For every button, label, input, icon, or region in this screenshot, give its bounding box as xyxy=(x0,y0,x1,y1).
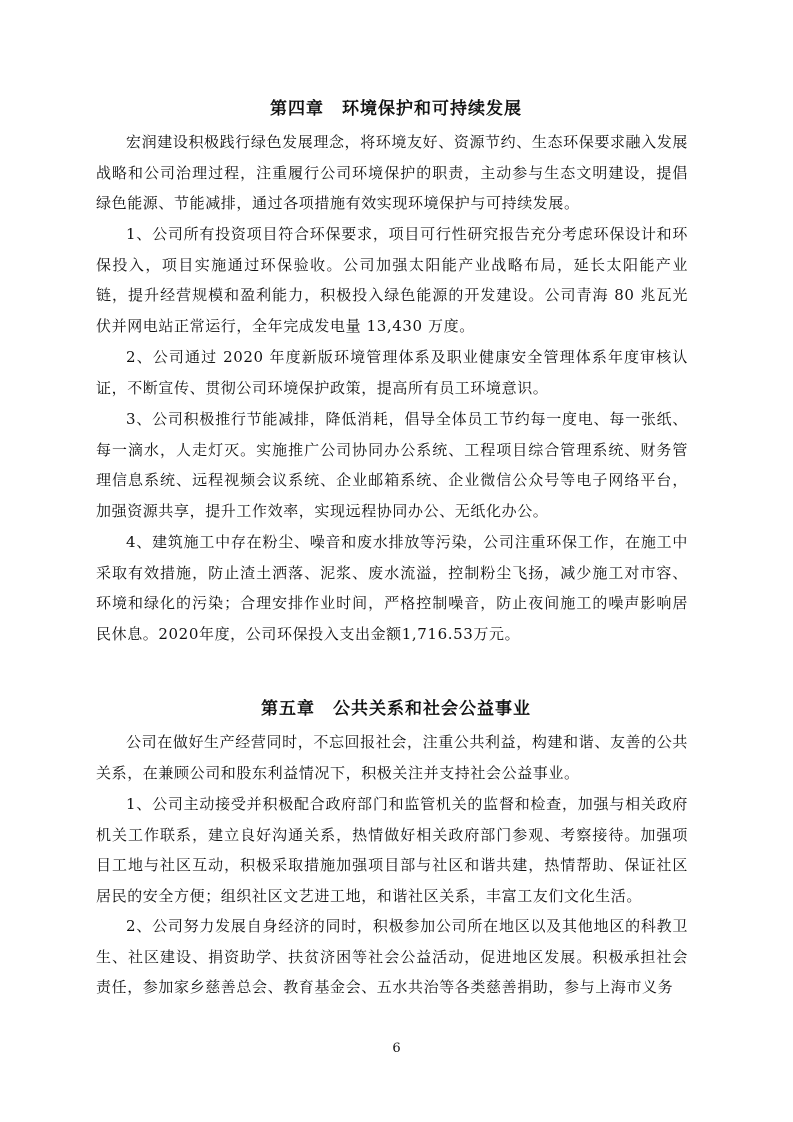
chapter-4-intro-paragraph: 宏润建设积极践行绿色发展理念，将环境友好、资源节约、生态环保要求融入发展战略和公司治理过程，注重履行公司环境保护的职责，主动参与生态文明建设，提倡绿色能源、节能减排，通过各项措施有效实现环境保护与可持续发展。 xyxy=(96,133,688,213)
chapter-4-item-3-paragraph: 3、公司积极推行节能减排，降低消耗，倡导全体员工节约每一度电、每一张纸、每一滴水，人走灯灭。实施推广公司协同办公系统、工程项目综合管理系统、财务管理信息系统、远程视频会议系统、企业邮箱系统、企业微信公众号等电子网络平台，加强资源共享，提升工作效率，实现远程协同办公、无纸化办公。 xyxy=(96,410,688,520)
chapter-4-item-2-paragraph: 2、公司通过 2020 年度新版环境管理体系及职业健康安全管理体系年度审核认证，不断宣传、贯彻公司环境保护政策，提高所有员工环境意识。 xyxy=(96,348,688,397)
chapter-4-item-1-paragraph: 1、公司所有投资项目符合环保要求，项目可行性研究报告充分考虑环保设计和环保投入，项目实施通过环保验收。公司加强太阳能产业战略布局，延长太阳能产业链，提升经营规模和盈利能力，积极投入绿色能源的开发建设。公司青海 80 兆瓦光伏并网电站正常运行，全年完成发电量 13,430 万度。 xyxy=(96,225,688,335)
chapter-4-heading: 第四章 环境保护和可持续发展 xyxy=(270,99,522,119)
chapter-5-intro-paragraph: 公司在做好生产经营同时，不忘回报社会，注重公共利益，构建和谐、友善的公共关系，在兼顾公司和股东利益情况下，积极关注并支持社会公益事业。 xyxy=(96,733,688,782)
chapter-4-item-4-paragraph: 4、建筑施工中存在粉尘、噪音和废水排放等污染，公司注重环保工作，在施工中采取有效措施，防止渣土洒落、泥浆、废水流溢，控制粉尘飞扬，减少施工对市容、环境和绿化的污染；合理安排作业时间，严格控制噪音，防止夜间施工的噪声影响居民休息。2020年度，公司环保投入支出金额1,716.53万元。 xyxy=(96,533,688,643)
page-number: 6 xyxy=(392,1041,401,1056)
chapter-5-item-1-paragraph: 1、公司主动接受并积极配合政府部门和监管机关的监督和检查，加强与相关政府机关工作联系，建立良好沟通关系，热情做好相关政府部门参观、考察接待。加强项目工地与社区互动，积极采取措施加强项目部与社区和谐共建，热情帮助、保证社区居民的安全方便；组织社区文艺进工地，和谐社区关系，丰富工友们文化生活。 xyxy=(96,795,688,905)
chapter-5-heading: 第五章 公共关系和社会公益事业 xyxy=(261,699,531,719)
chapter-5-item-2-paragraph: 2、公司努力发展自身经济的同时，积极参加公司所在地区以及其他地区的科教卫生、社区建设、捐资助学、扶贫济困等社会公益活动，促进地区发展。积极承担社会责任，参加家乡慈善总会、教育基金会、五水共治等各类慈善捐助，参与上海市义务 xyxy=(96,917,688,997)
